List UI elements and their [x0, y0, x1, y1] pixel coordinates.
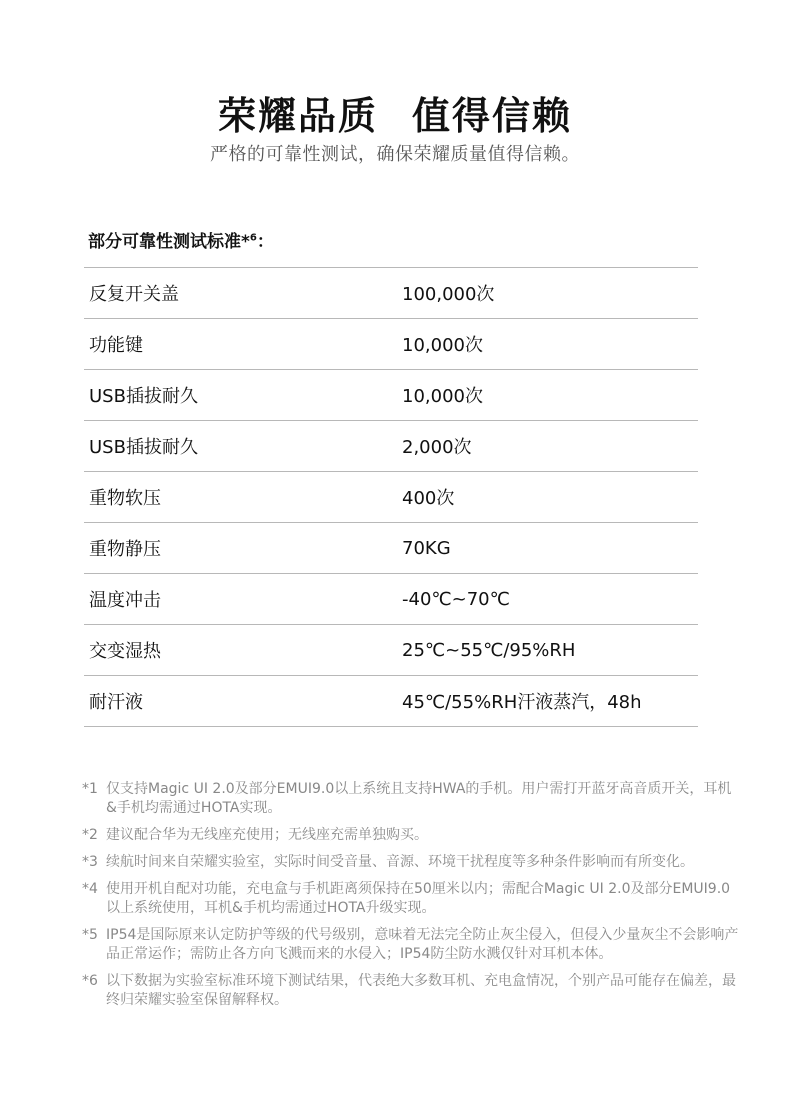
spec-name: 交变湿热 [89, 641, 161, 662]
spec-row [84, 523, 698, 574]
footnote-text: 续航时间来自荣耀实验室，实际时间受音量、音源、环境干扰程度等多种条件影响而有所变化。 [106, 854, 694, 870]
footnote-marker: *6 [82, 973, 98, 989]
spec-row [84, 472, 698, 523]
spec-value: 400次 [402, 488, 455, 509]
footnote [82, 880, 742, 918]
spec-value: 10,000次 [402, 335, 483, 356]
spec-value: 45℃/55%RH汗液蒸汽，48h [402, 692, 642, 713]
spec-name: 耐汗液 [89, 692, 143, 713]
spec-row [84, 625, 698, 676]
section-heading-footnote-ref: 6 [249, 232, 257, 244]
footnote [82, 780, 742, 818]
footnote-marker: *2 [82, 827, 98, 843]
spec-value: 100,000次 [402, 284, 495, 305]
footnote-text: 使用开机自配对功能，充电盒与手机距离须保持在50厘米以内；需配合Magic UI 2.0及部分EMUI9.0以上系统使用，耳机&手机均需通过HOTA升级实现。 [106, 881, 731, 916]
spec-name: 重物静压 [89, 539, 161, 560]
spec-row [84, 421, 698, 472]
spec-table [84, 267, 698, 727]
spec-value: 10,000次 [402, 386, 483, 407]
spec-row [84, 370, 698, 421]
footnote-marker: *1 [82, 781, 98, 797]
spec-value: 70KG [402, 537, 451, 559]
spec-name: 功能键 [89, 335, 143, 356]
footnote-text: 仅支持Magic UI 2.0及部分EMUI9.0以上系统且支持HWA的手机。用户需打开蓝牙高音质开关，耳机&手机均需通过HOTA实现。 [106, 781, 732, 816]
spec-name: USB插拔耐久 [89, 437, 198, 458]
spec-name: 反复开关盖 [89, 284, 179, 305]
footnote-marker: *3 [82, 854, 98, 870]
footnote-marker: *5 [82, 927, 98, 943]
spec-name: 温度冲击 [89, 590, 161, 611]
spec-value: -40℃~70℃ [402, 588, 510, 610]
section-heading-text: 部分可靠性测试标准* [88, 232, 250, 252]
subtitle: 严格的可靠性测试，确保荣耀质量值得信赖。 [210, 144, 580, 165]
page-title [0, 85, 790, 140]
footnote-text: 建议配合华为无线座充使用；无线座充需单独购买。 [106, 827, 428, 843]
title-part-2: 值得信赖 [412, 94, 573, 139]
spec-row [84, 574, 698, 625]
footnote [82, 926, 742, 964]
spec-row [84, 268, 698, 319]
spec-row [84, 319, 698, 370]
footnote [82, 826, 742, 845]
spec-name: USB插拔耐久 [89, 386, 198, 407]
footnote-text: IP54是国际原来认定防护等级的代号级别，意味着无法完全防止灰尘侵入，但侵入少量灰尘不会影响产品正常运作；需防止各方向飞溅而来的水侵入；IP54防尘防水溅仅针对耳机本体。 [106, 927, 739, 962]
spec-value: 2,000次 [402, 437, 472, 458]
footnote-text: 以下数据为实验室标准环境下测试结果，代表绝大多数耳机、充电盒情况，个别产品可能存在偏差，最终归荣耀实验室保留解释权。 [106, 973, 736, 1008]
spec-name: 重物软压 [89, 488, 161, 509]
spec-value: 25℃~55℃/95%RH [402, 639, 576, 661]
spec-row [84, 676, 698, 727]
footnote [82, 972, 742, 1010]
footnotes [82, 780, 742, 1018]
footnote-marker: *4 [82, 881, 98, 897]
footnote [82, 853, 742, 872]
section-heading [88, 227, 274, 252]
section-heading-colon: ： [256, 232, 274, 252]
title-part-1: 荣耀品质 [217, 94, 378, 139]
